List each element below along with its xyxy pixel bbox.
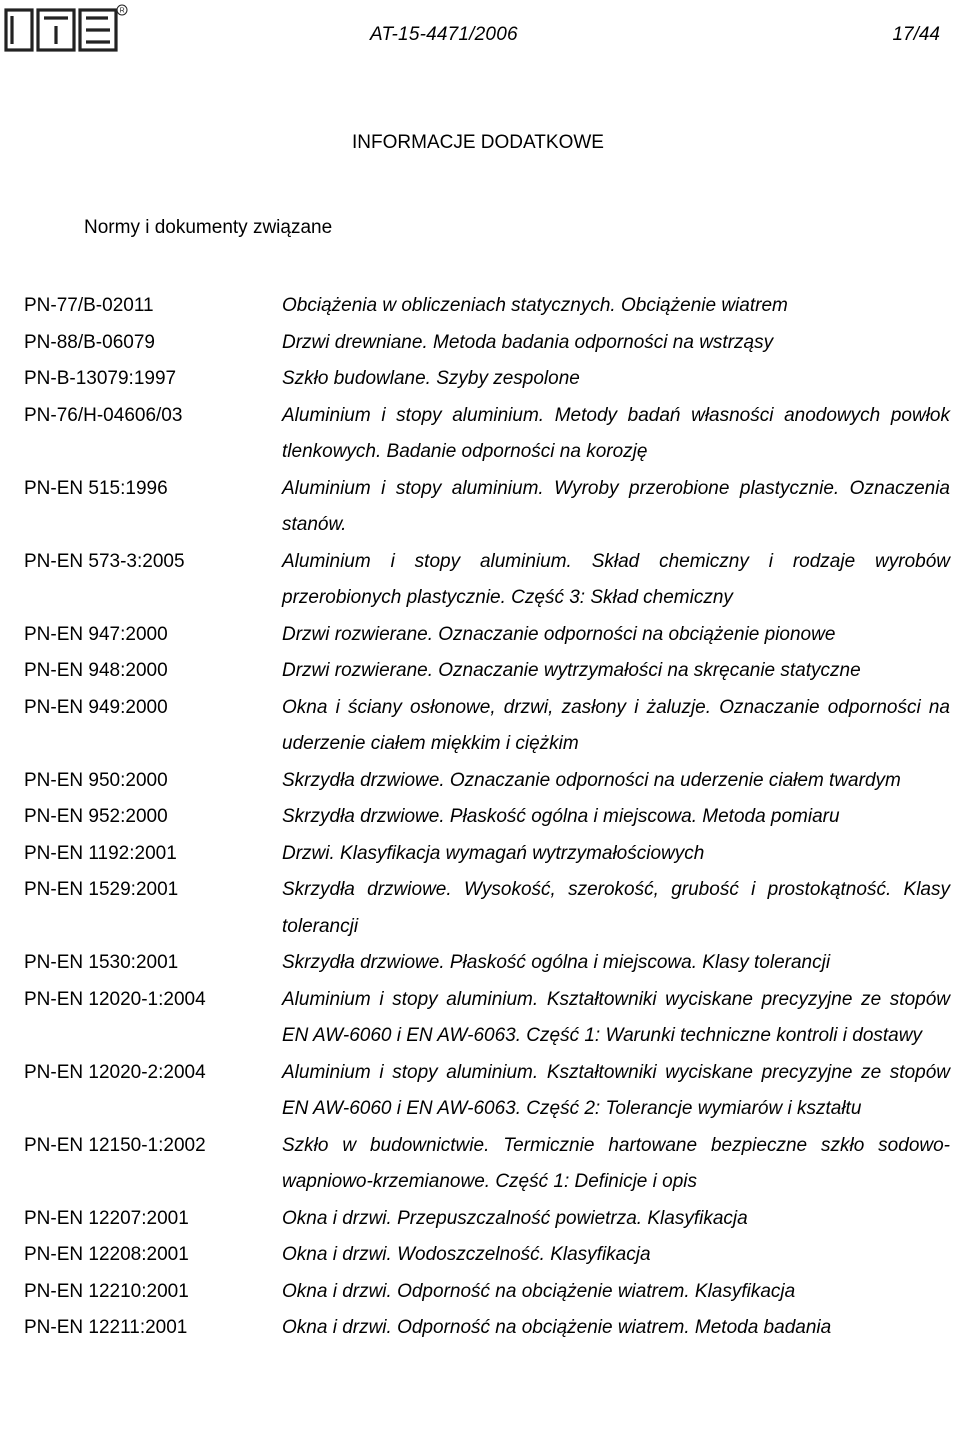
norm-code: PN-EN 948:2000 xyxy=(24,660,168,681)
norm-description: Okna i drzwi. Odporność na obciążenie wiatrem. Klasyfikacja xyxy=(282,1280,796,1302)
norm-code: PN-88/B-06079 xyxy=(24,331,155,353)
norm-code: PN-EN 947:2000 xyxy=(24,623,168,645)
norm-description: Aluminium i stopy aluminium. Kształtowniki wyciskane precyzyjne ze stopów EN AW-6060 i EN AW-6063. Część 2: Tolerancje wymiarów i kształtu xyxy=(282,1061,950,1119)
norm-row xyxy=(24,288,950,325)
norm-description: Aluminium i stopy aluminium. Wyroby przerobione plastycznie. Oznaczenia stanów. xyxy=(282,477,950,535)
norm-row xyxy=(24,544,950,617)
norm-row xyxy=(24,617,950,654)
norm-row xyxy=(24,1274,950,1311)
section-heading: Normy i dokumenty związane xyxy=(84,217,333,238)
norm-description: Drzwi. Klasyfikacja wymagań wytrzymałościowych xyxy=(282,842,705,864)
norm-row xyxy=(24,653,950,690)
document-id: AT-15-4471/2006 xyxy=(370,24,518,45)
norm-row xyxy=(24,1055,950,1128)
norm-row xyxy=(24,836,950,873)
norm-row xyxy=(24,690,950,763)
norm-row xyxy=(24,799,950,836)
norm-row xyxy=(24,1237,950,1274)
norm-code: PN-EN 515:1996 xyxy=(24,477,168,499)
norm-code: PN-EN 1530:2001 xyxy=(24,952,179,973)
norm-code: PN-EN 12210:2001 xyxy=(24,1280,189,1302)
norm-description: Okna i drzwi. Przepuszczalność powietrza. Klasyfikacja xyxy=(282,1207,748,1229)
norm-code: PN-EN 1192:2001 xyxy=(24,842,177,864)
norm-description: Aluminium i stopy aluminium. Metody badań własności anodowych powłok tlenkowych. Badanie odporności na korozję xyxy=(282,404,950,462)
norm-description: Szkło budowlane. Szyby zespolone xyxy=(282,368,580,389)
norm-description: Okna i ściany osłonowe, drzwi, zasłony i żaluzje. Oznaczanie odporności na uderzenie ciałem miękkim i ciężkim xyxy=(282,696,950,754)
norm-code: PN-EN 950:2000 xyxy=(24,769,168,791)
norm-row xyxy=(24,945,950,982)
norm-description: Obciążenia w obliczeniach statycznych. Obciążenie wiatrem xyxy=(282,295,788,316)
norm-code: PN-B-13079:1997 xyxy=(24,368,177,389)
norm-code: PN-EN 12020-1:2004 xyxy=(24,988,206,1010)
itb-logo xyxy=(4,4,128,52)
norm-description: Skrzydła drzwiowe. Płaskość ogólna i miejscowa. Metoda pomiaru xyxy=(282,806,840,827)
norm-description: Aluminium i stopy aluminium. Skład chemiczny i rodzaje wyrobów przerobionych plastycznie. Część 3: Skład chemiczny xyxy=(282,550,950,608)
norm-description: Drzwi drewniane. Metoda badania odporności na wstrząsy xyxy=(282,331,774,353)
norm-description: Drzwi rozwierane. Oznaczanie wytrzymałości na skręcanie statyczne xyxy=(282,660,861,681)
svg-text:R: R xyxy=(119,7,125,15)
norm-description: Skrzydła drzwiowe. Wysokość, szerokość, grubość i prostokątność. Klasy tolerancji xyxy=(282,879,950,937)
norm-description: Drzwi rozwierane. Oznaczanie odporności na obciążenie pionowe xyxy=(282,623,836,645)
norm-row xyxy=(24,763,950,800)
norm-row xyxy=(24,398,950,471)
norm-code: PN-EN 12211:2001 xyxy=(24,1317,188,1338)
norm-code: PN-EN 12208:2001 xyxy=(24,1244,189,1265)
norm-row xyxy=(24,1201,950,1238)
norm-code: PN-EN 12207:2001 xyxy=(24,1207,189,1229)
norm-description: Szkło w budownictwie. Termicznie hartowane bezpieczne szkło sodowo-wapniowo-krzemianowe. Część 1: Definicje i opis xyxy=(282,1134,950,1192)
norm-row xyxy=(24,1310,950,1347)
norm-description: Okna i drzwi. Wodoszczelność. Klasyfikacja xyxy=(282,1244,651,1265)
norm-description: Skrzydła drzwiowe. Płaskość ogólna i miejscowa. Klasy tolerancji xyxy=(282,952,831,973)
norm-row xyxy=(24,361,950,398)
norm-code: PN-EN 1529:2001 xyxy=(24,879,179,900)
norm-code: PN-76/H-04606/03 xyxy=(24,404,183,426)
norm-row xyxy=(24,325,950,362)
norm-row xyxy=(24,471,950,544)
norm-description: Aluminium i stopy aluminium. Kształtowniki wyciskane precyzyjne ze stopów EN AW-6060 i EN AW-6063. Część 1: Warunki techniczne kontroli i dostawy xyxy=(282,988,950,1046)
norms-list xyxy=(24,288,950,1347)
norm-code: PN-EN 12150-1:2002 xyxy=(24,1134,206,1156)
norm-code: PN-77/B-02011 xyxy=(24,295,154,316)
norm-code: PN-EN 12020-2:2004 xyxy=(24,1061,206,1083)
norm-code: PN-EN 952:2000 xyxy=(24,806,168,827)
norm-description: Skrzydła drzwiowe. Oznaczanie odporności na uderzenie ciałem twardym xyxy=(282,769,901,791)
norm-row xyxy=(24,872,950,945)
norm-code: PN-EN 949:2000 xyxy=(24,696,168,718)
norm-code: PN-EN 573-3:2005 xyxy=(24,550,185,572)
norm-row xyxy=(24,982,950,1055)
page-title: INFORMACJE DODATKOWE xyxy=(352,132,604,153)
norm-description: Okna i drzwi. Odporność na obciążenie wiatrem. Metoda badania xyxy=(282,1317,832,1338)
page-number: 17/44 xyxy=(892,24,940,45)
norm-row xyxy=(24,1128,950,1201)
